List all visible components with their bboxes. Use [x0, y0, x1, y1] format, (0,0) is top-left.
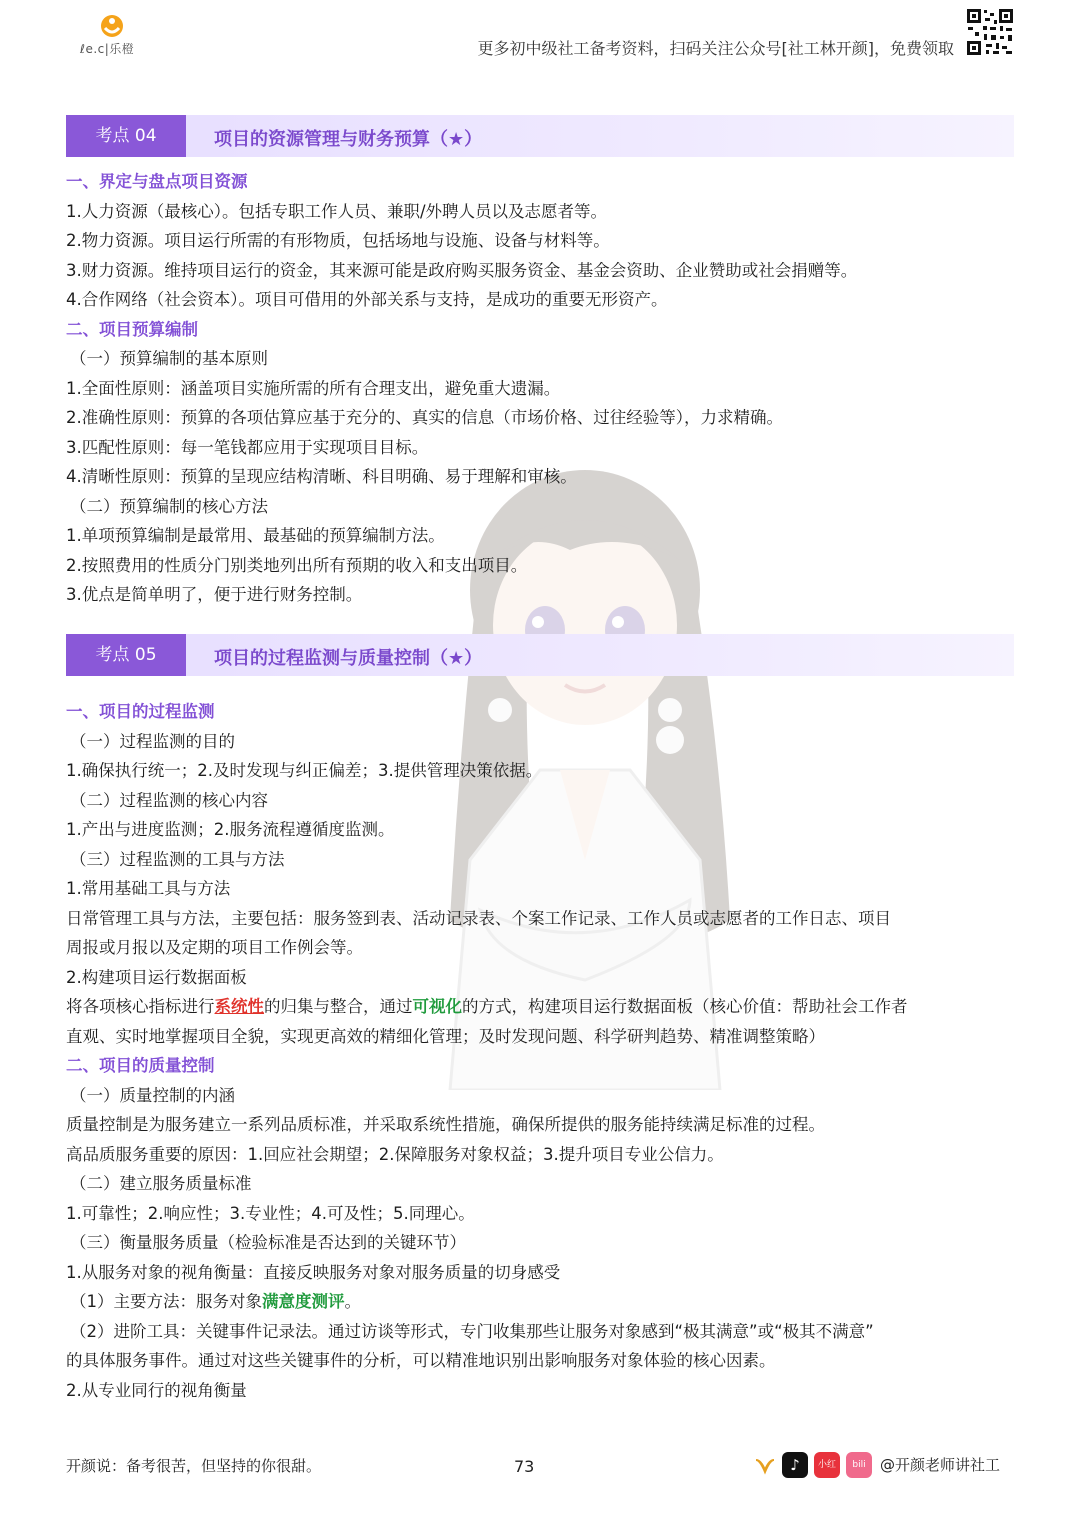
section-tag: 考点 05 [66, 634, 186, 676]
text-line: 质量控制是为服务建立一系列品质标准，并采取系统性措施，确保所提供的服务能持续满足标准的过程。 [66, 1115, 825, 1134]
heading-level-1: 一、项目的过程监测 [66, 702, 215, 721]
tiktok-icon[interactable]: ♪ [782, 1452, 808, 1478]
text-span: 将各项核心指标进行 [66, 997, 215, 1016]
text-span: 。 [344, 1292, 361, 1311]
emphasis-green: 可视化 [412, 997, 462, 1016]
text-span: 的方式，构建项目运行数据面板（核心价值：帮助社会工作者 [462, 997, 908, 1016]
text-line: 2.准确性原则：预算的各项估算应基于充分的、真实的信息（市场价格、过往经验等），力求精确。 [66, 408, 783, 427]
text-line: 日常管理工具与方法，主要包括：服务签到表、活动记录表、个案工作记录、工作人员或志愿者的工作日志、项目 [66, 908, 891, 928]
subheading: （一）质量控制的内涵 [70, 1085, 235, 1105]
heading-level-1: 一、界定与盘点项目资源 [66, 172, 248, 191]
text-line: 2.物力资源。项目运行所需的有形物质，包括场地与设施、设备与材料等。 [66, 231, 610, 250]
text-line: 1.可靠性；2.响应性；3.专业性；4.可及性；5.同理心。 [66, 1203, 475, 1223]
method-line [66, 1287, 1026, 1317]
text-span: 的归集与整合，通过 [264, 997, 413, 1016]
text-span: （1）主要方法：服务对象 [70, 1292, 262, 1311]
text-line: 1.确保执行统一；2.及时发现与纠正偏差；3.提供管理决策依据。 [66, 761, 543, 780]
text-line: 1.人力资源（最核心）。包括专职工作人员、兼职/外聘人员以及志愿者等。 [66, 201, 608, 221]
text-line: 1.常用基础工具与方法 [66, 879, 231, 898]
social-handle[interactable]: @开颜老师讲社工 [880, 1456, 1001, 1474]
page-header [0, 0, 1080, 70]
section-header-04 [66, 115, 1014, 157]
subheading: （三）衡量服务质量（检验标准是否达到的关键环节） [70, 1233, 466, 1252]
section-title: 项目的过程监测与质量控制（★） [214, 648, 483, 669]
logo-text: ℓe.c|乐橙 [80, 42, 135, 56]
subheading: （二）建立服务质量标准 [70, 1174, 252, 1193]
subheading: （二）过程监测的核心内容 [70, 790, 268, 810]
page-number: 73 [514, 1457, 535, 1476]
header-note: 更多初中级社工备考资料，扫码关注公众号[社工林开颜]，免费领取 [477, 39, 954, 58]
subheading: （一）预算编制的基本原则 [70, 349, 268, 368]
subheading: （二）预算编制的核心方法 [70, 496, 268, 516]
text-line: 2.构建项目运行数据面板 [66, 967, 247, 987]
text-line: 2.按照费用的性质分门别类地列出所有预期的收入和支出项目。 [66, 555, 528, 575]
text-line: 直观、实时地掌握项目全貌，实现更高效的精细化管理；及时发现问题、科学研判趋势、精准调整策略） [66, 1026, 825, 1046]
text-line: 1.从服务对象的视角衡量：直接反映服务对象对服务质量的切身感受 [66, 1262, 561, 1282]
text-line: 周报或月报以及定期的项目工作例会等。 [66, 938, 363, 957]
subheading: （三）过程监测的工具与方法 [70, 849, 285, 869]
text-line: 1.单项预算编制是最常用、最基础的预算编制方法。 [66, 526, 445, 545]
emphasis-green: 满意度测评 [262, 1292, 345, 1311]
sun-logo-icon [80, 12, 150, 42]
text-line: 高品质服务重要的原因：1.回应社会期望；2.保障服务对象权益；3.提升项目专业公信力。 [66, 1144, 724, 1164]
emphasis-red: 系统性 [214, 997, 264, 1016]
brand-logo [80, 12, 150, 58]
subheading: （一）过程监测的目的 [70, 731, 235, 751]
section-title: 项目的资源管理与财务预算（★） [214, 129, 483, 150]
section-header-05 [66, 634, 1014, 676]
dashboard-description [66, 992, 1026, 1022]
text-line: 2.从专业同行的视角衡量 [66, 1380, 247, 1400]
xiaohongshu-icon[interactable]: 小红书 [814, 1452, 840, 1478]
text-line: 的具体服务事件。通过对这些关键事件的分析，可以精准地识别出影响服务对象体验的核心因素。 [66, 1351, 776, 1370]
section-tag: 考点 04 [66, 115, 186, 157]
wechat-channels-icon[interactable] [752, 1452, 778, 1478]
text-line: 1.产出与进度监测；2.服务流程遵循度监测。 [66, 820, 395, 839]
section-05-content [66, 697, 1026, 1405]
text-line: 4.清晰性原则：预算的呈现应结构清晰、科目明确、易于理解和审核。 [66, 467, 577, 486]
text-line: 3.匹配性原则：每一笔钱都应用于实现项目目标。 [66, 437, 429, 457]
bilibili-icon[interactable]: bili [846, 1452, 872, 1478]
text-line: （2）进阶工具：关键事件记录法。通过访谈等形式，专门收集那些让服务对象感到“极其满意”或“极其不满意” [70, 1321, 874, 1341]
heading-level-1: 二、项目的质量控制 [66, 1056, 215, 1075]
section-04-content [66, 167, 1026, 610]
footer-motto: 开颜说：备考很苦，但坚持的你很甜。 [66, 1457, 322, 1475]
text-line: 3.优点是简单明了，便于进行财务控制。 [66, 585, 363, 604]
text-line: 1.全面性原则：涵盖项目实施所需的所有合理支出，避免重大遗漏。 [66, 378, 561, 398]
text-line: 3.财力资源。维持项目运行的资金，其来源可能是政府购买服务资金、基金会资助、企业赞助或社会捐赠等。 [66, 260, 858, 280]
text-line: 4.合作网络（社会资本）。项目可借用的外部关系与支持，是成功的重要无形资产。 [66, 290, 668, 309]
qr-code-icon [966, 8, 1014, 56]
heading-level-1: 二、项目预算编制 [66, 319, 198, 339]
